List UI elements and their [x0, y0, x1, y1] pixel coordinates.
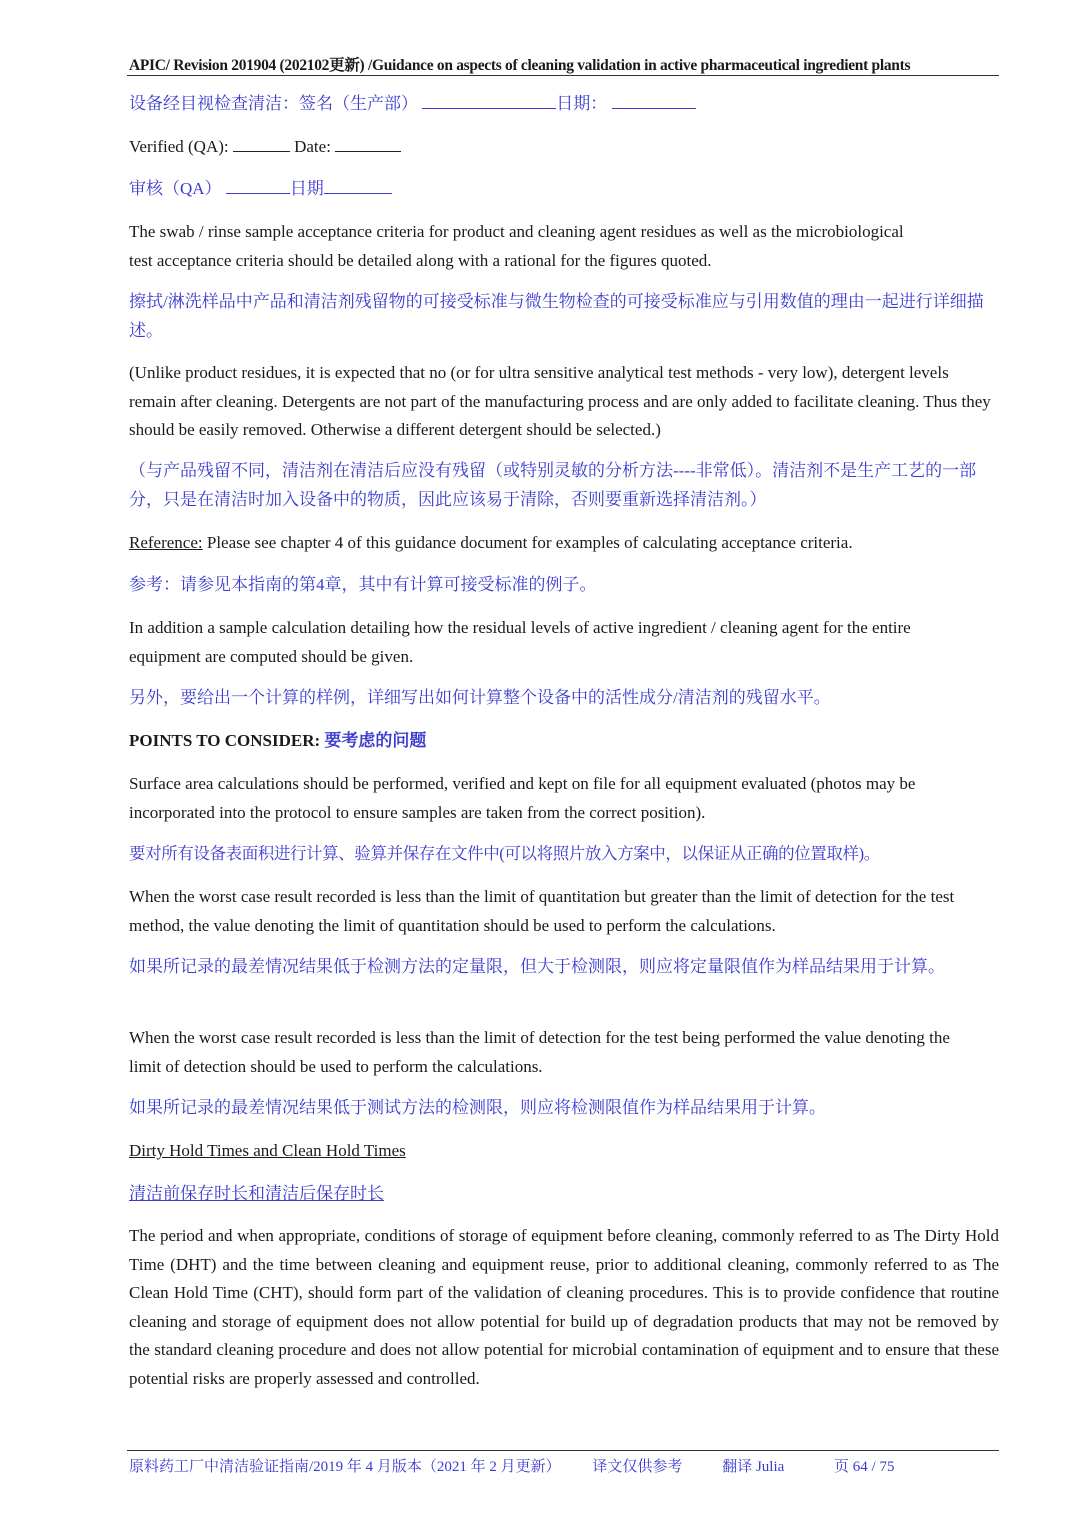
- page-footer: [129, 1455, 894, 1476]
- reference-en: [129, 529, 999, 558]
- paragraph-sample-calc-en: In addition a sample calculation detailing how the residual levels of active ingredient / cleaning agent for the entire equipment are computed should be given.: [129, 618, 911, 666]
- footer-page-number: 页 64 / 75: [834, 1459, 895, 1475]
- review-label: 审核（QA）: [129, 179, 222, 198]
- paragraph-detergent-en: (Unlike product residues, it is expected that no (or for ultra sensitive analytical test methods - very low), detergent levels remain after cleaning. Detergents are not part of the manufacturing process and are only added to facilitate cleaning. Thus they should be easily removed. Otherwise a different detergent should be selected.): [129, 363, 991, 439]
- paragraph-loq-en: When the worst case result recorded is less than the limit of quantitation but greater than the limit of detection for the test method, the value denoting the limit of quantitation should be used to perform the calculations.: [129, 887, 955, 935]
- points-heading-en: POINTS TO CONSIDER:: [129, 731, 321, 750]
- signature-line-production: [129, 90, 999, 119]
- signature-field[interactable]: [422, 107, 556, 109]
- verified-field[interactable]: [233, 150, 290, 152]
- paragraph-sample-calc-cn: 另外，要给出一个计算的样例，详细写出如何计算整个设备中的活性成分/清洁剂的残留水平。: [129, 688, 831, 707]
- points-heading-cn: 要考虑的问题: [324, 731, 427, 750]
- verified-qa-line: [129, 133, 999, 162]
- date-label-1: 日期：: [556, 94, 608, 113]
- footer-translator: 翻译 Julia: [722, 1459, 785, 1475]
- paragraph-lod-en: When the worst case result recorded is less than the limit of detection for the test being performed the value denoting the limit of detection should be used to perform the calculations.: [129, 1028, 950, 1076]
- date-label-2: 日期: [289, 179, 324, 198]
- subheading-hold-times-cn: 清洁前保存时长和清洁后保存时长: [129, 1184, 384, 1203]
- footer-note: 译文仅供参考: [592, 1459, 683, 1475]
- date-label-en: Date:: [294, 137, 331, 156]
- page-header: APIC/ Revision 201904 (202102更新) /Guidance on aspects of cleaning validation in active pharmaceutical ingredient plants: [129, 57, 911, 74]
- paragraph-acceptance-cn: 擦拭/淋洗样品中产品和清洁剂残留物的可接受标准与微生物检查的可接受标准应与引用数值的理由一起进行详细描述。: [129, 292, 984, 340]
- header-divider: [127, 75, 999, 76]
- reference-label: Reference:: [129, 533, 203, 552]
- verified-label: Verified (QA):: [129, 137, 229, 156]
- date-field-1[interactable]: [612, 107, 696, 109]
- paragraph-loq-cn: 如果所记录的最差情况结果低于检测方法的定量限，但大于检测限，则应将定量限值作为样品结果用于计算。: [129, 957, 945, 976]
- review-field[interactable]: [226, 192, 290, 194]
- reference-cn: 参考：请参见本指南的第4章，其中有计算可接受标准的例子。: [129, 575, 597, 594]
- subheading-hold-times-en: Dirty Hold Times and Clean Hold Times: [129, 1141, 406, 1160]
- paragraph-hold-times-en: The period and when appropriate, conditions of storage of equipment before cleaning, commonly referred to as The Dirty Hold Time (DHT) and the time between cleaning and equipment reuse, prior to additional cleaning, commonly referred to as The Clean Hold Time (CHT), should form part of the validation of cleaning procedures. This is to provide confidence that routine cleaning and storage of equipment does not allow potential for build up of degradation products that may not be removed by the standard cleaning procedure and does not allow potential for microbial contamination of equipment and to ensure that these potential risks are properly assessed and controlled.: [129, 1226, 999, 1388]
- date-field-en[interactable]: [335, 150, 401, 152]
- visual-check-label: 设备经目视检查清洁：签名（生产部）: [129, 94, 418, 113]
- paragraph-surface-area-cn: 要对所有设备表面积进行计算、验算并保存在文件中(可以将照片放入方案中，以保证从正确的位置取样)。: [129, 844, 880, 863]
- paragraph-lod-cn: 如果所记录的最差情况结果低于测试方法的检测限，则应将检测限值作为样品结果用于计算。: [129, 1098, 826, 1117]
- date-field-2[interactable]: [324, 192, 392, 194]
- footer-divider: [127, 1450, 999, 1451]
- points-to-consider-heading: [129, 727, 999, 756]
- reference-text: Please see chapter 4 of this guidance document for examples of calculating acceptance criteria.: [202, 533, 853, 552]
- paragraph-detergent-cn: （与产品残留不同，清洁剂在清洁后应没有残留（或特别灵敏的分析方法----非常低）。清洁剂不是生产工艺的一部分，只是在清洁时加入设备中的物质，因此应该易于清除，否则要重新选择清洁剂。）: [129, 461, 977, 509]
- footer-doc-title: 原料药工厂中清洁验证指南/2019 年 4 月版本（2021 年 2 月更新）: [129, 1459, 561, 1475]
- paragraph-surface-area-en: Surface area calculations should be performed, verified and kept on file for all equipment evaluated (photos may be incorporated into the protocol to ensure samples are taken from the correct position).: [129, 774, 916, 822]
- review-qa-line: [129, 175, 999, 204]
- paragraph-acceptance-en: The swab / rinse sample acceptance criteria for product and cleaning agent residues as well as the microbiological test acceptance criteria should be detailed along with a rational for the figures quoted.: [129, 222, 904, 270]
